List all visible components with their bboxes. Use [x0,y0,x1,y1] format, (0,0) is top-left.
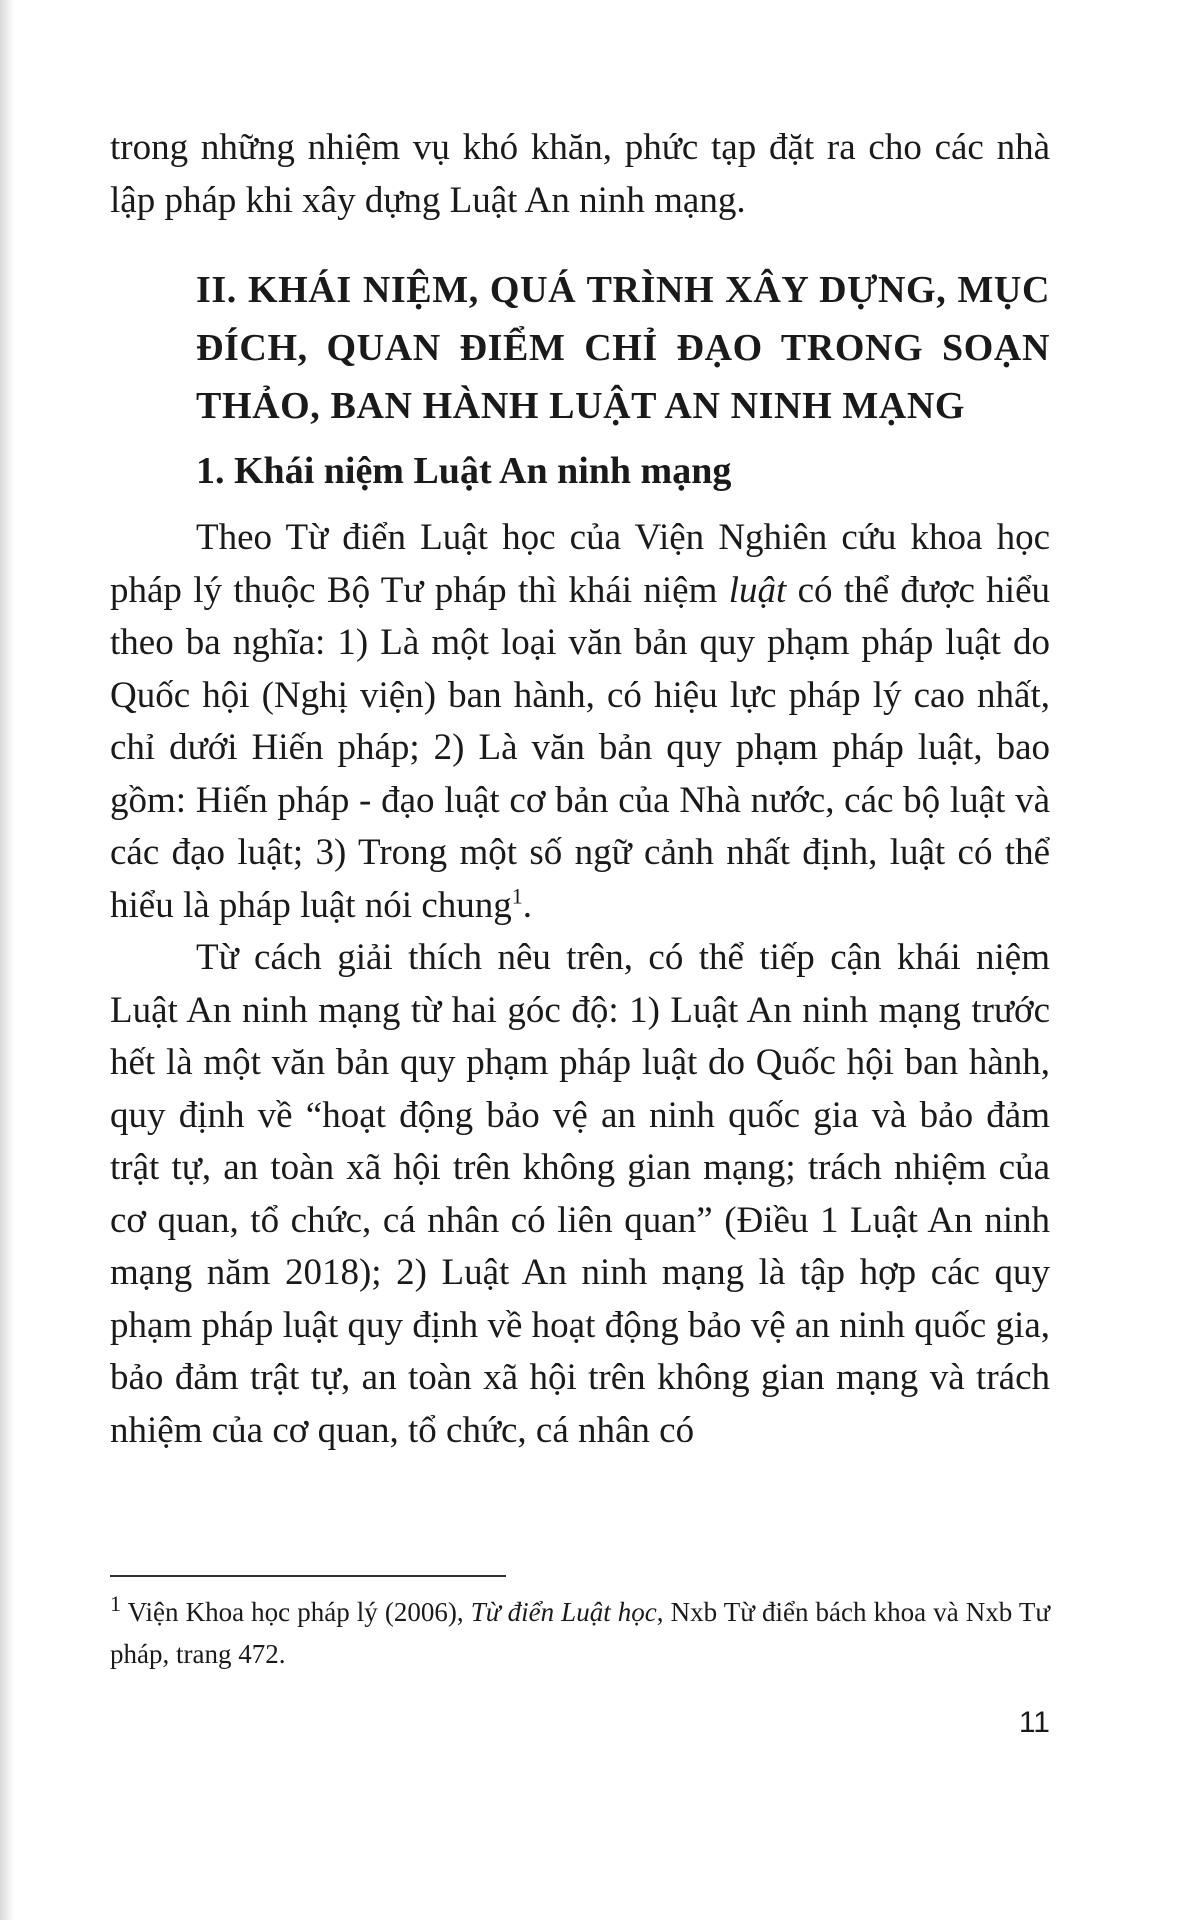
paragraph-1-italic-term: luật [728,569,787,611]
footnote [110,1591,1050,1675]
subheading: 1. Khái niệm Luật An ninh mạng [196,450,732,492]
intro-paragraph [110,122,1050,227]
footnote-mark: 1 [110,1591,121,1616]
footnote-italic-title: Từ điển Luật học [470,1597,657,1627]
footnote-reference: 1 [511,883,523,909]
intro-text: trong những nhiệm vụ khó khăn, phức tạp đặt ra cho các nhà lập pháp khi xây dựng Luật An ninh mạng. [110,127,1050,221]
paragraph-2: Từ cách giải thích nêu trên, có thể tiếp cận khái niệm Luật An ninh mạng từ hai góc độ: 1) Luật An ninh mạng trước hết là một văn bản quy phạm pháp luật do Quốc hội ban hành, quy định về “hoạt động bảo vệ an ninh quốc gia và bảo đảm trật tự, an toàn xã hội trên không gian mạng; trách nhiệm của cơ quan, tổ chức, cá nhân có liên quan” (Điều 1 Luật An ninh mạng năm 2018); 2) Luật An ninh mạng là tập hợp các quy phạm pháp luật quy định về hoạt động bảo vệ an ninh quốc gia, bảo đảm trật tự, an toàn xã hội trên không gian mạng và trách nhiệm của cơ quan, tổ chức, cá nhân có [110,937,1050,1451]
paragraph-1-part2: có thể được hiểu theo ba nghĩa: 1) Là một loại văn bản quy phạm pháp luật do Quốc hội (Nghị viện) ban hành, có hiệu lực pháp lý cao nhất, chỉ dưới Hiến pháp; 2) Là văn bản quy phạm pháp luật, bao gồm: Hiến pháp - đạo luật cơ bản của Nhà nước, các bộ luật và các đạo luật; 3) Trong một số ngữ cảnh nhất định, luật có thể hiểu là pháp luật nói chung [110,569,1050,926]
footnote-part1: Viện Khoa học pháp lý (2006), [121,1597,471,1627]
page-number: 11 [1018,1706,1050,1739]
paragraph-1-end: . [522,884,533,926]
paragraph-1 [110,512,1050,932]
footnote-divider [110,1575,506,1577]
page-edge-shadow [0,0,14,1920]
body-text [110,512,1050,1457]
footnote-part2: , Nxb Từ điển bách khoa và Nxb Tư pháp, trang 472. [110,1597,1051,1669]
paragraph-1-part1: Theo Từ điển Luật học của Viện Nghiên cứu khoa học pháp lý thuộc Bộ Tư pháp thì khái niệm [110,517,1050,611]
section-heading: II. KHÁI NIỆM, QUÁ TRÌNH XÂY DỰNG, MỤC ĐÍCH, QUAN ĐIỂM CHỈ ĐẠO TRONG SOẠN THẢO, BAN HÀNH LUẬT AN NINH MẠNG [196,269,1050,427]
